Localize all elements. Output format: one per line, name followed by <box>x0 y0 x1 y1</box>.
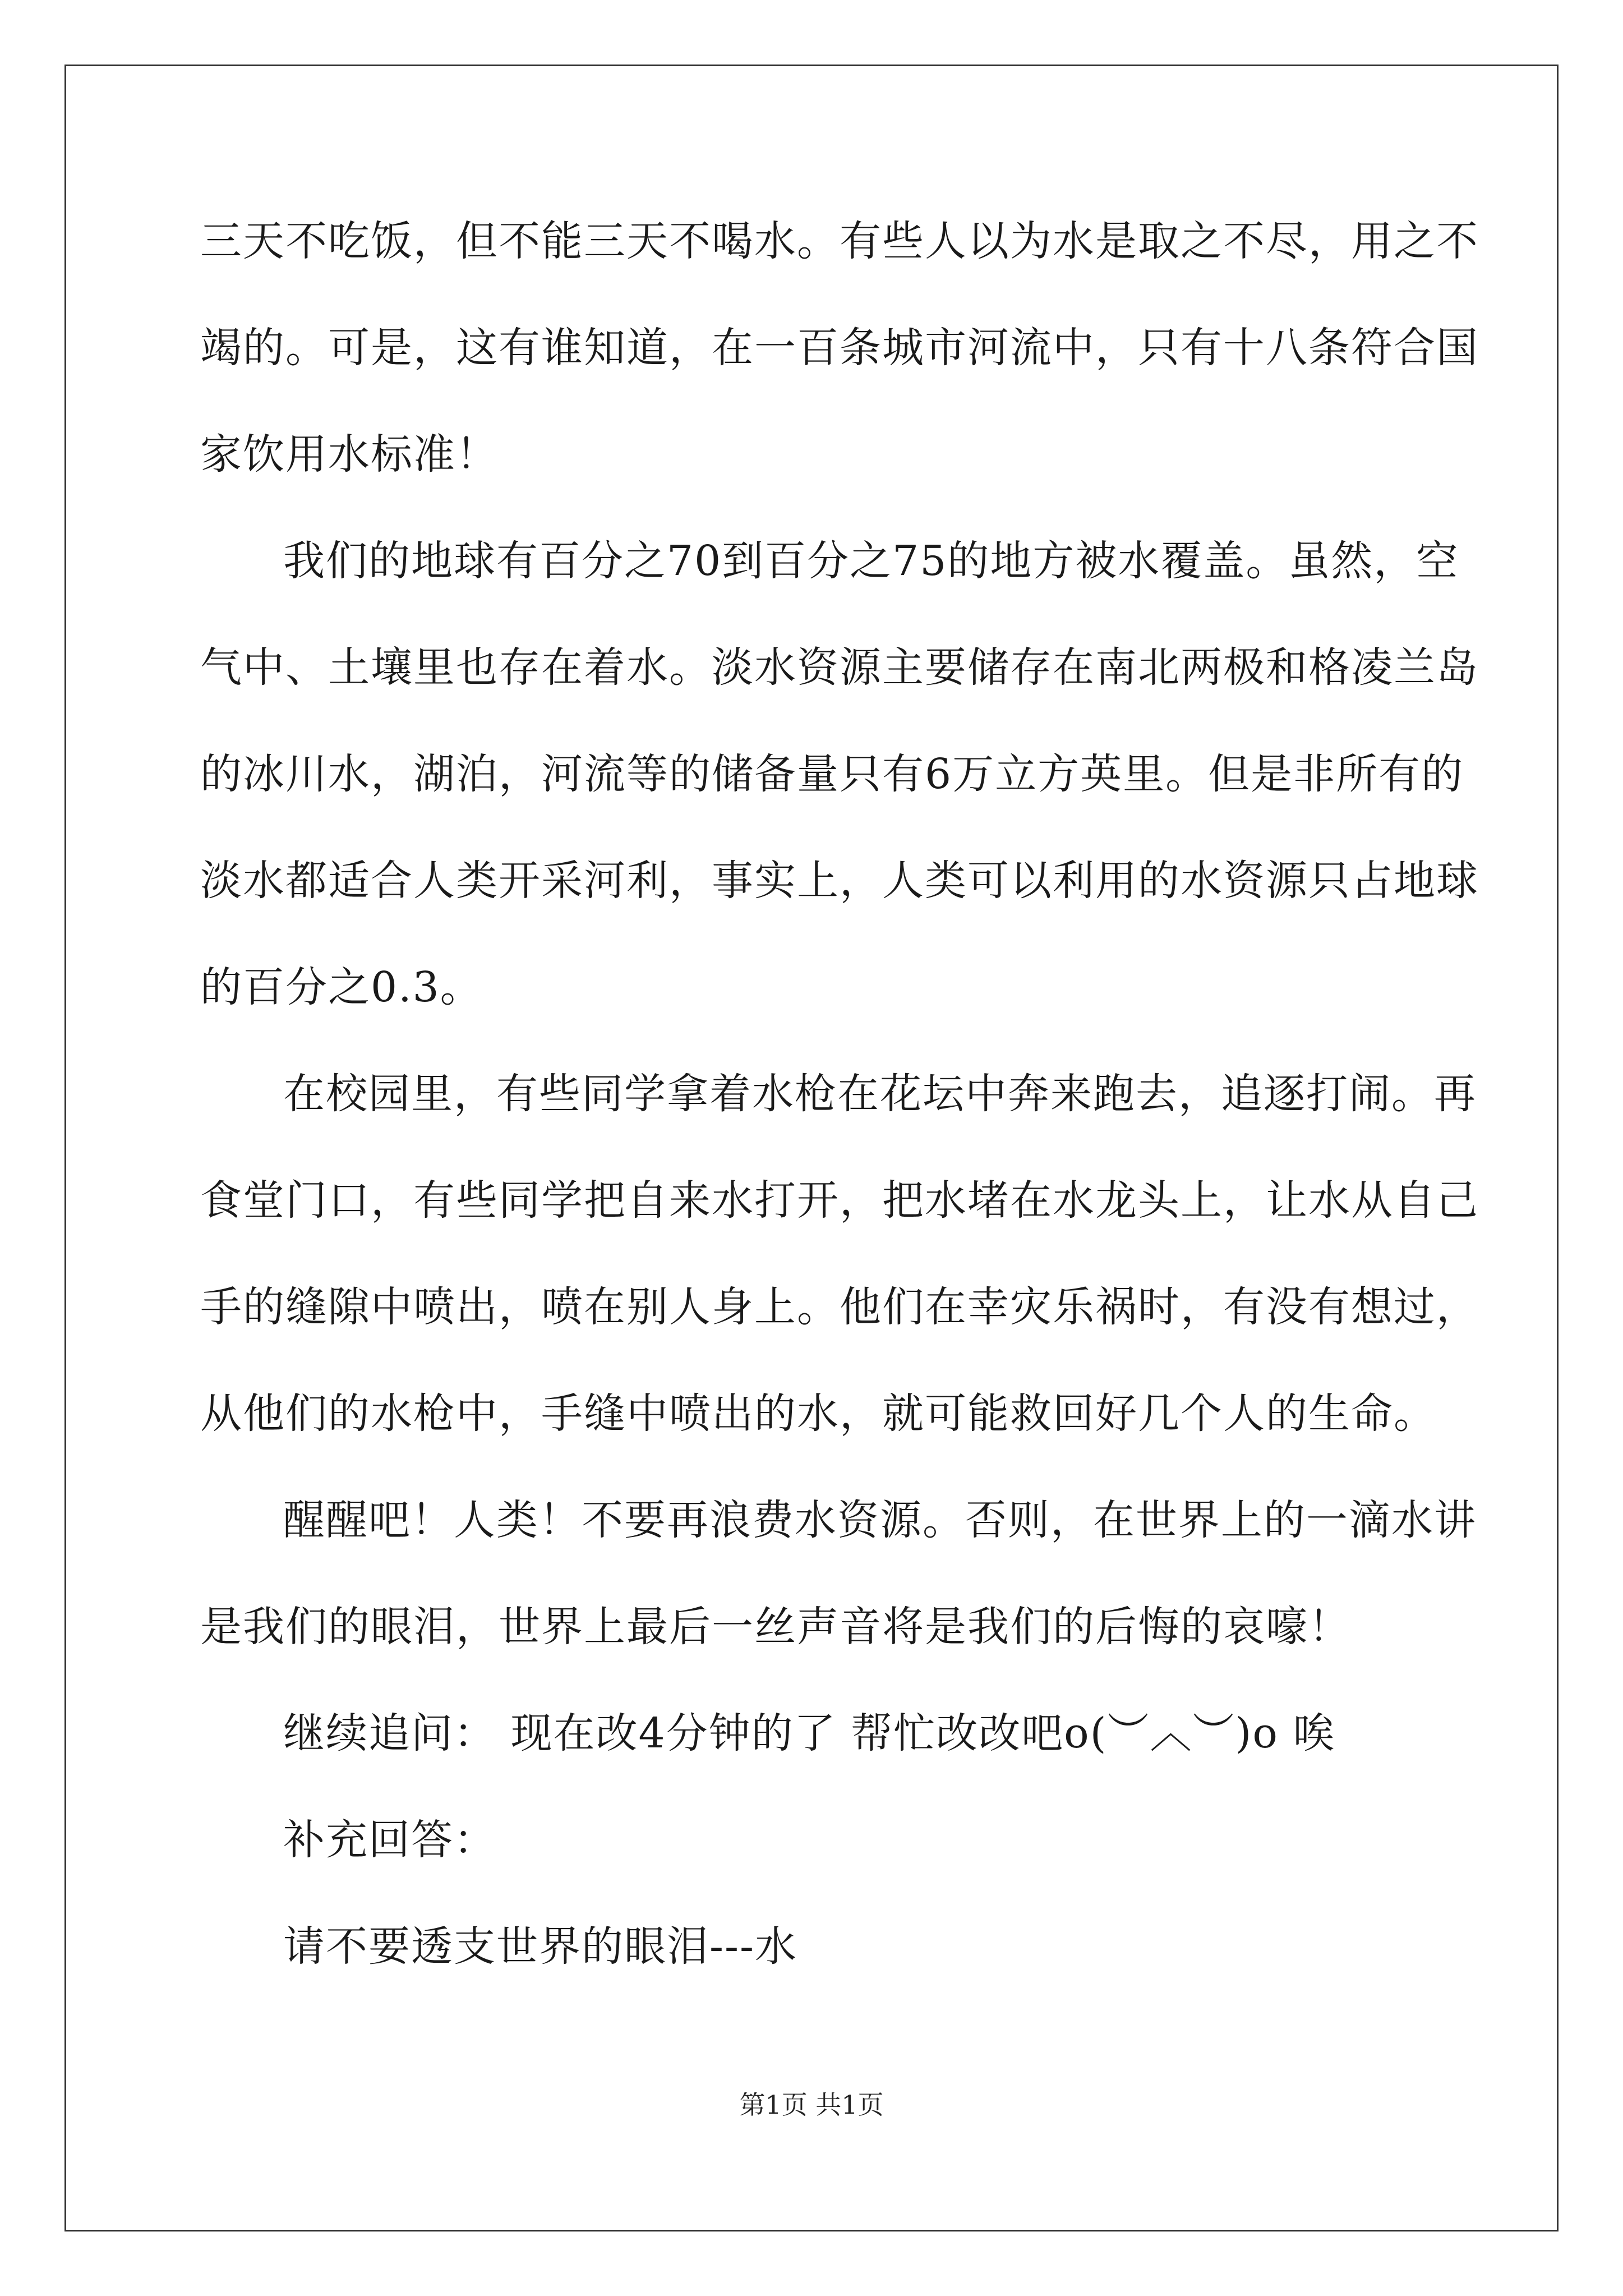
page-number-footer: 第1页 共1页 <box>739 2090 884 2120</box>
text-line: 气中、土壤里也存在着水。淡水资源主要储存在南北两极和格凌兰岛 <box>200 643 1479 692</box>
text-line: 的百分之0.3。 <box>200 963 483 1011</box>
text-line: 淡水都适合人类开采河利，事实上，人类可以利用的水资源只占地球 <box>200 857 1479 905</box>
text-line: 是我们的眼泪，世界上最后一丝声音将是我们的后悔的哀嚎！ <box>200 1603 1351 1651</box>
text-line: 三天不吃饭，但不能三天不喝水。有些人以为水是取之不尽，用之不 <box>200 217 1479 265</box>
follow-up-question: 继续追问： 现在改4分钟的了 帮忙改改吧o(︶︿︶)o 唉 <box>283 1709 1336 1757</box>
text-line: 竭的。可是，这有谁知道，在一百条城市河流中，只有十八条符合国 <box>200 324 1479 372</box>
text-line: 家饮用水标准！ <box>200 430 499 478</box>
text-line: 的冰川水，湖泊，河流等的储备量只有6万立方英里。但是非所有的 <box>200 750 1464 798</box>
paragraph-start-line: 在校园里，有些同学拿着水枪在花坛中奔来跑去，追逐打闹。再 <box>283 1070 1477 1118</box>
paragraph-start-line: 我们的地球有百分之70到百分之75的地方被水覆盖。虽然，空 <box>283 537 1459 585</box>
paragraph-start-line: 醒醒吧！人类！不要再浪费水资源。否则，在世界上的一滴水讲 <box>283 1496 1477 1544</box>
text-line: 从他们的水枪中，手缝中喷出的水，就可能救回好几个人的生命。 <box>200 1389 1436 1438</box>
text-line: 食堂门口，有些同学把自来水打开，把水堵在水龙头上，让水从自己 <box>200 1176 1479 1225</box>
answer-title: 请不要透支世界的眼泪---水 <box>283 1922 798 1971</box>
page-border <box>64 65 1559 2231</box>
supplementary-answer-label: 补充回答： <box>283 1816 496 1864</box>
text-line: 手的缝隙中喷出，喷在别人身上。他们在幸灾乐祸时，有没有想过， <box>200 1283 1479 1331</box>
